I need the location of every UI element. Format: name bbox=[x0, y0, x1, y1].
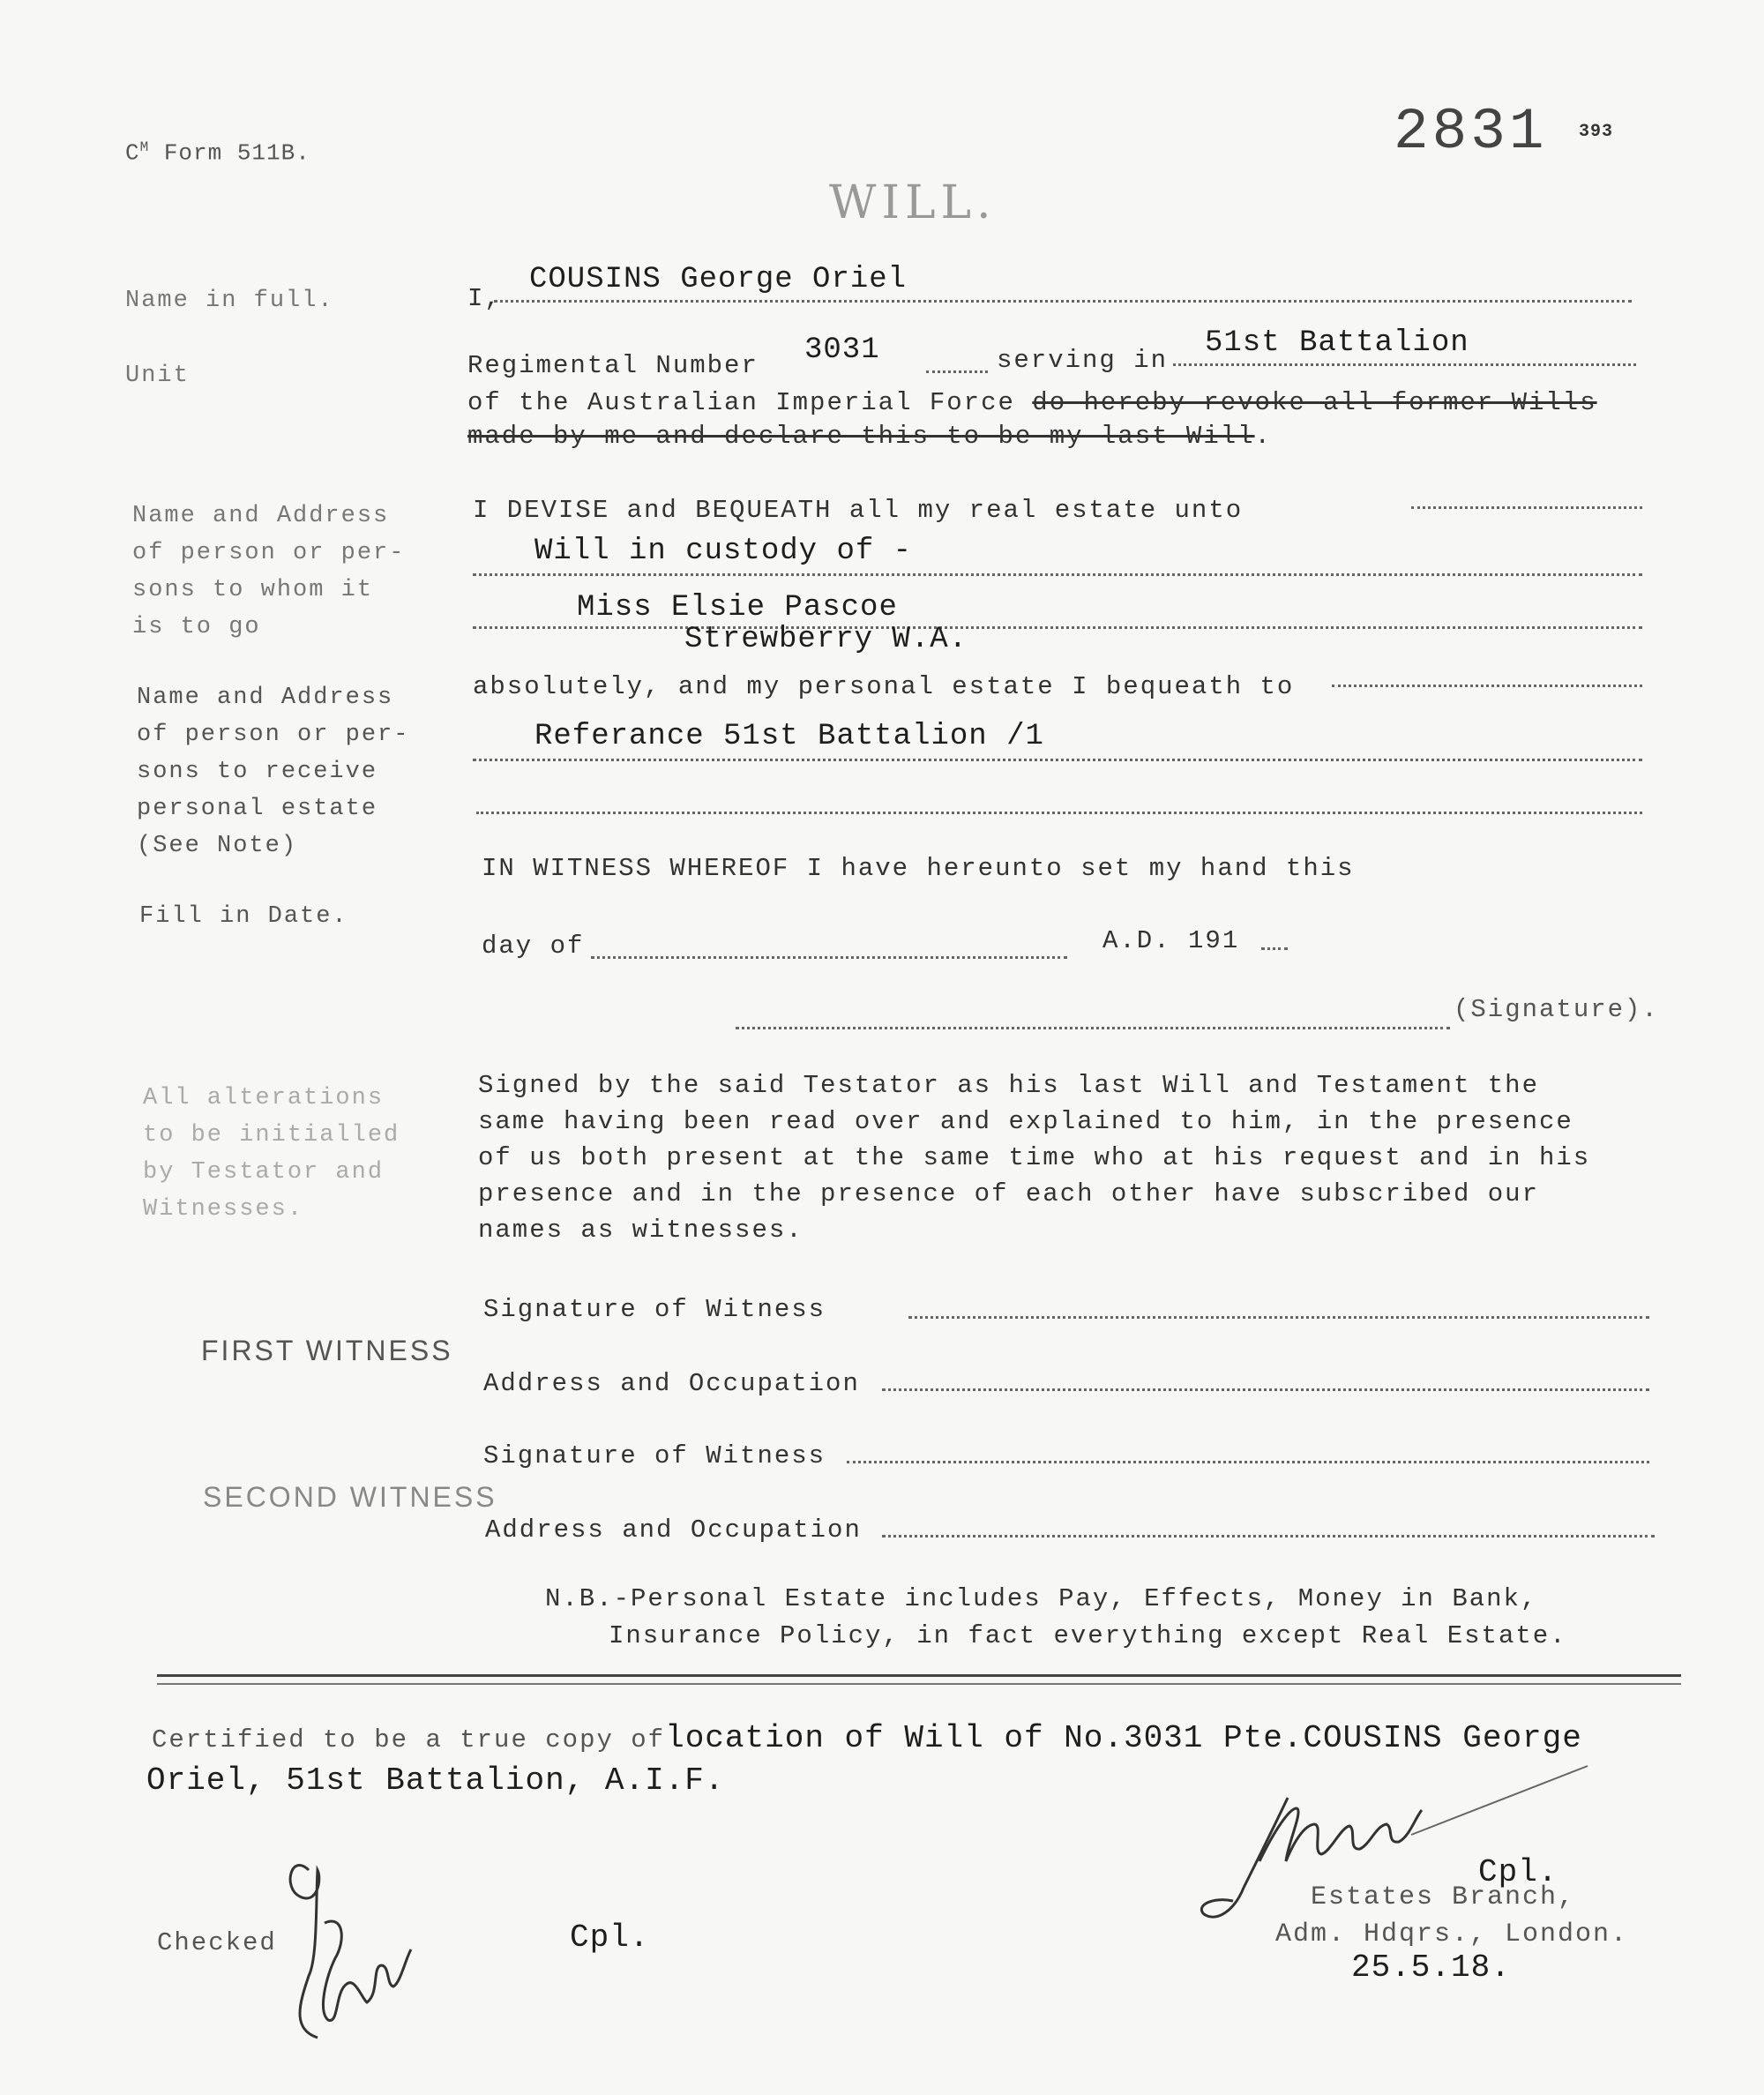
certificate-date: 25.5.18. bbox=[1351, 1949, 1511, 1986]
personal-estate-line: absolutely, and my personal estate I bequeath to bbox=[473, 672, 1295, 701]
form-designation: $C^M$ Form 511B. bbox=[125, 139, 310, 167]
admin-headquarters: Adm. Hdqrs., London. bbox=[1275, 1919, 1629, 1949]
personal-estate-reference: Referance 51st Battalion /1 bbox=[534, 720, 1044, 753]
custody-text: Will in custody of - bbox=[534, 535, 913, 568]
first-witness-address-label: Address and Occupation bbox=[483, 1369, 860, 1398]
separator-rule-secondary bbox=[157, 1683, 1681, 1685]
custody-dotted-line bbox=[473, 573, 1642, 576]
label-personal-estate-recipient: Name and Address of person or per- sons to receive personal estate (See Note) bbox=[137, 685, 410, 859]
i-prefix: I, bbox=[467, 284, 502, 313]
blank-dotted-line bbox=[476, 812, 1642, 814]
unit-dotted-line bbox=[1173, 363, 1636, 366]
personal-estate-dotted-line bbox=[1332, 685, 1642, 687]
document-number: 2831 bbox=[1394, 99, 1548, 165]
second-witness-address-label: Address and Occupation bbox=[485, 1515, 862, 1545]
attestation-clause: Signed by the said Testator as his last Will and Testament the same having been read over and explained to him, in the presence of us both present at the same time who at his request and in his presence and in the presence of each other have subscribed our names as witnesses. bbox=[478, 1071, 1591, 1245]
serving-in-label: serving in bbox=[997, 346, 1169, 375]
first-witness-signature-label: Signature of Witness bbox=[483, 1295, 826, 1324]
regimental-number-label: Regimental Number bbox=[467, 351, 759, 380]
label-second-witness: SECOND WITNESS bbox=[203, 1481, 497, 1513]
checked-signature bbox=[282, 1852, 459, 2046]
label-alterations-note: All alterations to be initialled by Testator and Witnesses. bbox=[143, 1085, 400, 1223]
witness-whereof-line: IN WITNESS WHEREOF I have hereunto set my hand this bbox=[482, 854, 1355, 883]
struck-last-will-text: made by me and declare this to be my last Will bbox=[467, 422, 1255, 451]
day-of-label: day of bbox=[482, 932, 585, 961]
beneficiary-dotted-line bbox=[473, 626, 1642, 629]
estates-branch: Estates Branch, bbox=[1311, 1882, 1576, 1912]
page-reference: 393 bbox=[1579, 122, 1614, 142]
day-of-dotted-line bbox=[591, 956, 1067, 959]
nb-note-line-1: N.B.-Personal Estate includes Pay, Effects, Money in Bank, bbox=[545, 1584, 1538, 1613]
aif-line: of the Australian Imperial Force do hereby revoke all former Wills bbox=[467, 388, 1597, 417]
devise-dotted-line bbox=[1411, 506, 1642, 509]
signature-label: (Signature). bbox=[1454, 995, 1659, 1024]
label-real-estate-recipient: Name and Address of person or per- sons to whom it is to go bbox=[132, 503, 406, 640]
second-witness-signature-label: Signature of Witness bbox=[483, 1441, 826, 1470]
label-unit: Unit bbox=[125, 363, 190, 389]
second-witness-signature-line[interactable] bbox=[847, 1461, 1649, 1463]
certificate-line-2: Oriel, 51st Battalion, A.I.F. bbox=[146, 1762, 725, 1799]
cpl-left: Cpl. bbox=[570, 1919, 650, 1956]
separator-rule bbox=[157, 1674, 1681, 1677]
second-witness-address-line[interactable] bbox=[882, 1535, 1655, 1538]
first-witness-address-line[interactable] bbox=[882, 1388, 1649, 1391]
testator-name: COUSINS George Oriel bbox=[529, 263, 908, 296]
reference-dotted-line bbox=[473, 759, 1642, 761]
struck-revoke-text: do hereby revoke all former Wills bbox=[1032, 388, 1597, 417]
year-dotted-line bbox=[1261, 947, 1288, 950]
checked-label: Checked bbox=[157, 1928, 277, 1957]
label-name-in-full: Name in full. bbox=[125, 288, 334, 314]
ad-label: A.D. 191 bbox=[1102, 926, 1240, 955]
first-witness-signature-line[interactable] bbox=[908, 1316, 1649, 1319]
revoke-line-2: made by me and declare this to be my last Will. bbox=[467, 422, 1272, 451]
beneficiary-address: Strewberry W.A. bbox=[684, 623, 968, 656]
certificate-subject: location of Will of No.3031 Pte.COUSINS George bbox=[665, 1720, 1582, 1756]
beneficiary-name: Miss Elsie Pascoe bbox=[577, 591, 898, 625]
form-designation-superscript: M bbox=[139, 139, 150, 155]
certificate-line-1 bbox=[152, 1720, 1582, 1756]
certificate-lead: Certified to be a true copy of bbox=[152, 1725, 666, 1755]
cpl-right: Cpl. bbox=[1478, 1854, 1558, 1890]
regimental-dotted-line bbox=[926, 370, 988, 373]
devise-line: I DEVISE and BEQUEATH all my real estate unto bbox=[473, 496, 1244, 525]
name-dotted-line bbox=[494, 300, 1632, 303]
document-title: WILL. bbox=[829, 176, 997, 229]
unit-name: 51st Battalion bbox=[1205, 326, 1469, 360]
label-fill-date: Fill in Date. bbox=[139, 903, 348, 930]
regimental-number: 3031 bbox=[804, 333, 880, 367]
signature-dotted-line bbox=[736, 1027, 1450, 1029]
label-first-witness: FIRST WITNESS bbox=[201, 1335, 453, 1366]
nb-note-line-2: Insurance Policy, in fact everything except Real Estate. bbox=[609, 1621, 1567, 1650]
